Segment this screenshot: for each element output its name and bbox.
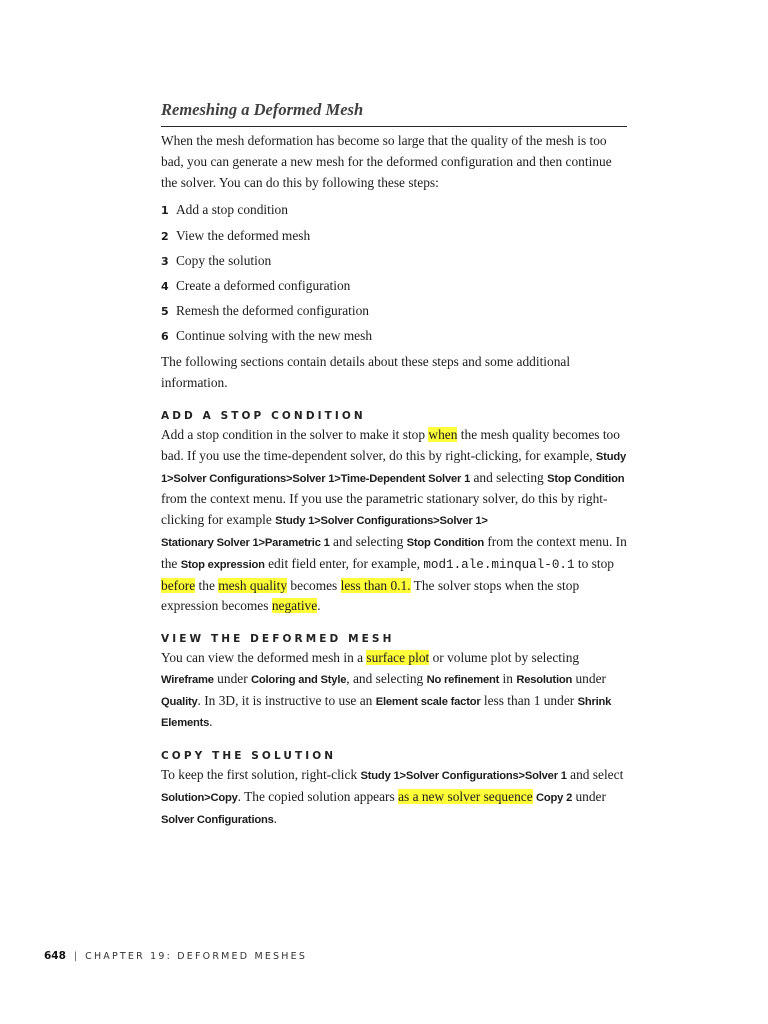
highlight: less than 0.1. (340, 577, 411, 593)
copy-solution-heading: COPY THE SOLUTION (161, 750, 337, 763)
text-run: becomes (287, 577, 341, 593)
menu-path: Study 1>Solver Configurations>Solver 1> (275, 515, 488, 528)
highlight: surface plot (366, 650, 430, 666)
text-run: To keep the first solution, right-click (161, 767, 361, 783)
highlight: as a new solver sequence (398, 789, 533, 805)
ui-term: Copy 2 (536, 792, 573, 805)
highlight: when (428, 426, 458, 442)
steps-list (161, 200, 627, 347)
ui-term: Solver Configurations (161, 813, 274, 826)
highlight: before (161, 577, 196, 593)
ui-term: Resolution (516, 673, 573, 686)
highlight: negative (271, 598, 318, 614)
text-run: . (273, 810, 278, 826)
text-run: or volume plot by selecting (429, 650, 580, 666)
text-run: from the context menu. In the (161, 533, 627, 571)
list-item (161, 276, 627, 297)
text-run: and selecting (470, 469, 548, 485)
menu-path: Study 1>Solver Configurations>Solver 1>Time-Dependent Solver 1 (161, 450, 626, 485)
text-run: the mesh quality becomes too bad. If you use the time-dependent solver, do this by right-clicking, for example, (161, 426, 620, 463)
step-number: 6 (161, 330, 169, 344)
text-run: You can view the deformed mesh in a (161, 650, 367, 666)
step-text: Remesh the deformed configuration (176, 303, 369, 319)
step-number: 4 (161, 279, 169, 293)
page-number: 648 (44, 950, 66, 962)
step-number: 3 (161, 254, 169, 268)
text-run: and select (566, 767, 624, 783)
list-item (161, 251, 627, 272)
step-number: 1 (161, 204, 169, 218)
text-run: edit field enter, for example, (264, 555, 424, 571)
text-run: from the context menu. If you use the parametric stationary solver, do this by right-clicking for example (161, 491, 608, 528)
step-text: View the deformed mesh (176, 227, 311, 243)
ui-term: Coloring and Style (251, 673, 347, 686)
text-run: the (195, 577, 219, 593)
menu-path: Stationary Solver 1>Parametric 1 (161, 536, 330, 549)
text-run: under (572, 670, 606, 686)
ui-term: Stop Condition (406, 536, 484, 549)
text-run: Add a stop condition in the solver to make it stop (161, 426, 429, 442)
text-run: , and selecting (346, 670, 427, 686)
code-expression: mod1.ale.minqual-0.1 (423, 557, 575, 572)
highlight: mesh quality (218, 577, 288, 593)
view-deformed-mesh-paragraph (161, 648, 627, 734)
text-run: The solver stops when the stop expression becomes (161, 577, 580, 614)
page-footer (44, 946, 307, 968)
text-run: less than 1 under (480, 692, 578, 708)
text-run: under (572, 789, 606, 805)
ui-term: No refinement (426, 673, 500, 686)
text-run: to stop (574, 555, 614, 571)
step-text: Create a deformed configuration (176, 277, 351, 293)
chapter-title: CHAPTER 19: DEFORMED MESHES (85, 951, 308, 962)
ui-term: Element scale factor (375, 695, 481, 708)
section-title: Remeshing a Deformed Mesh (161, 98, 627, 127)
intro-paragraph: When the mesh deformation has become so large that the quality of the mesh is too bad, you can generate a new mesh for the deformed configuration and then continue the solver. You can do this by following these steps: (161, 133, 612, 190)
step-number: 2 (161, 229, 169, 243)
ui-term: Stop Condition (547, 472, 625, 485)
text-run: . The copied solution appears (237, 789, 399, 805)
list-item (161, 226, 627, 247)
step-text: Copy the solution (176, 252, 272, 268)
menu-path: Study 1>Solver Configurations>Solver 1 (360, 770, 567, 783)
add-stop-condition-paragraph (161, 425, 627, 617)
ui-term: Wireframe (161, 673, 214, 686)
following-sections-paragraph: The following sections contain details about these steps and some additional information. (161, 354, 571, 391)
text-run: and selecting (329, 533, 407, 549)
menu-path: Solution>Copy (161, 792, 238, 805)
text-run: under (213, 670, 252, 686)
text-run: . (317, 598, 321, 614)
step-text: Continue solving with the new mesh (176, 328, 373, 344)
copy-solution-paragraph (161, 765, 627, 830)
page-content (161, 98, 627, 831)
ui-term: Stop expression (180, 558, 265, 571)
footer-separator: | (73, 951, 78, 962)
list-item (161, 200, 627, 221)
ui-term: Shrink Elements (161, 695, 612, 730)
text-run: . In 3D, it is instructive to use an (197, 692, 376, 708)
step-number: 5 (161, 305, 169, 319)
add-stop-condition-heading: ADD A STOP CONDITION (161, 409, 366, 422)
list-item (161, 326, 627, 347)
ui-term: Quality (161, 695, 198, 708)
list-item (161, 301, 627, 322)
text-run: in (499, 670, 517, 686)
text-run: . (209, 714, 213, 730)
step-text: Add a stop condition (176, 202, 288, 218)
view-deformed-mesh-heading: VIEW THE DEFORMED MESH (161, 633, 395, 646)
